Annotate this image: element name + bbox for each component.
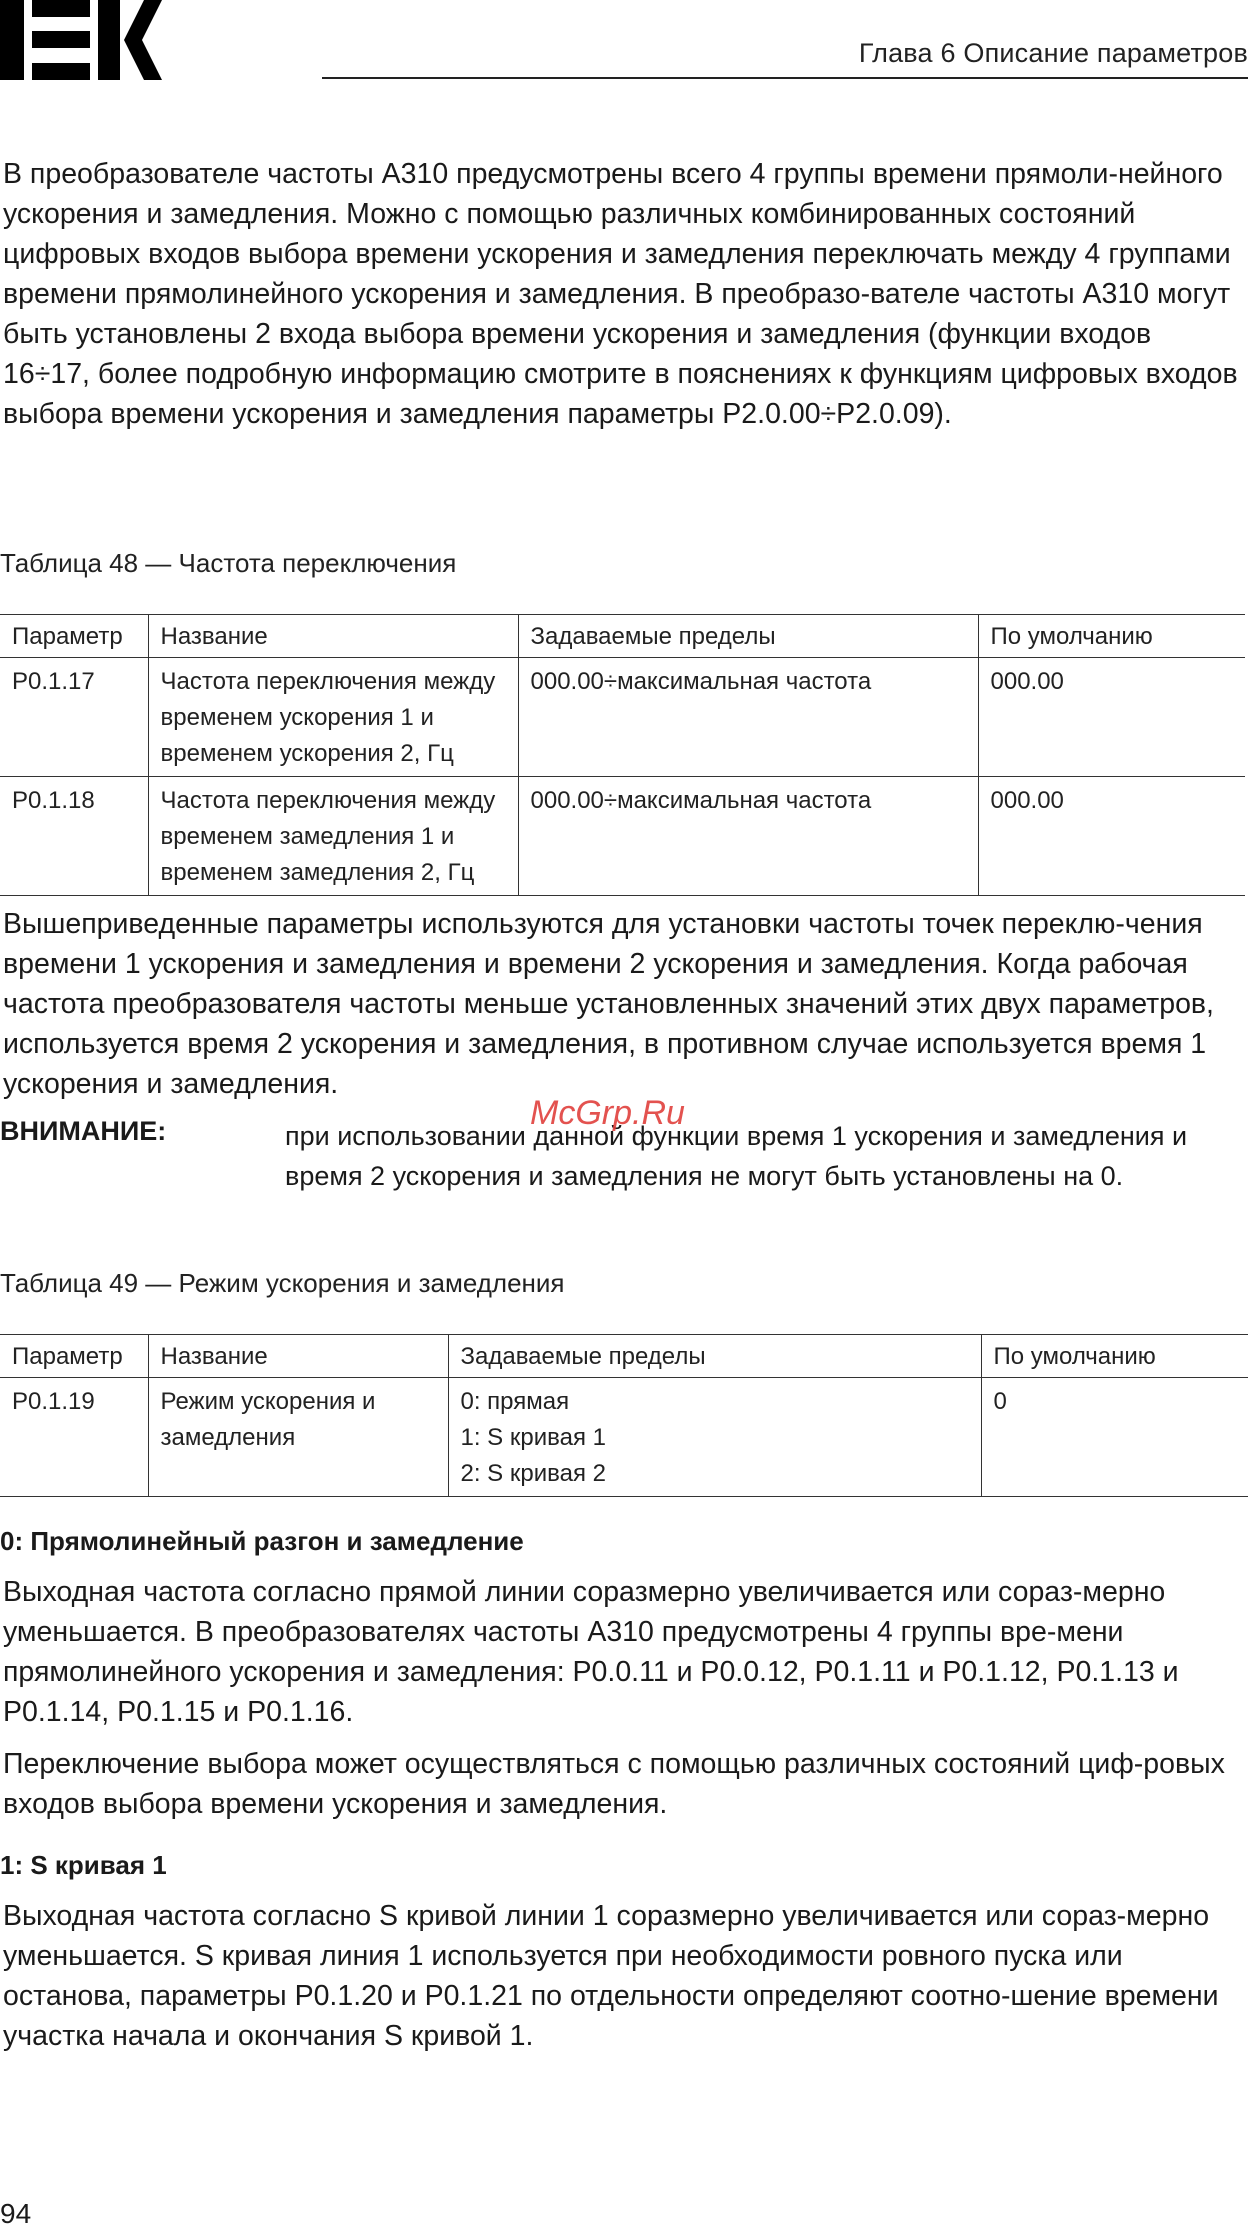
table48-header-name: Название [148, 615, 518, 658]
table49-header-name: Название [148, 1335, 448, 1378]
table48-header-row [0, 615, 1245, 658]
note-text: при использовании данной функции время 1 ускорения и замедления и время 2 ускорения и замедления не могут быть установлены на 0. [285, 1121, 1188, 1191]
table49-header-param: Параметр [0, 1335, 148, 1378]
table-cell: P0.1.19 [0, 1378, 148, 1497]
table-cell: 0: прямая 1: S кривая 1 2: S кривая 2 [448, 1378, 981, 1497]
table48-header-default: По умолчанию [978, 615, 1245, 658]
note-label: ВНИМАНИЕ: [0, 1116, 167, 1146]
table-cell: 000.00 [978, 658, 1245, 777]
page-number: 94 [0, 2198, 32, 2229]
section1-heading: 1: S кривая 1 [0, 1850, 167, 1880]
table-cell: 000.00÷максимальная частота [518, 658, 978, 777]
table-cell: 000.00 [978, 777, 1245, 896]
table49 [0, 1334, 1248, 1497]
table-cell: Частота переключения между временем замедления 1 и временем замедления 2, Гц [148, 777, 518, 896]
table-cell: Частота переключения между временем ускорения 1 и временем ускорения 2, Гц [148, 658, 518, 777]
table48 [0, 614, 1245, 896]
table-cell: P0.1.18 [0, 777, 148, 896]
table48-header-param: Параметр [0, 615, 148, 658]
iek-logo [0, 0, 162, 80]
chapter-title: Глава 6 Описание параметров [858, 38, 1248, 68]
table-row [0, 777, 1245, 896]
table48-header-range: Задаваемые пределы [518, 615, 978, 658]
section1-paragraph-1: Выходная частота согласно S кривой линии 1 соразмерно увеличивается или сораз-мерно уменьшается. S кривая линия 1 используется при необходимости ровного пуска или останова, параметры P0.1.20 и P0.1.21 по отдельности определяют соотно-шение времени участка начала и окончания S кривой 1. [3, 1900, 1219, 2052]
intro-paragraph: В преобразователе частоты А310 предусмотрены всего 4 группы времени прямоли-нейного ускорения и замедления. Можно с помощью различных комбинированных состояний цифровых входов выбора времени ускорения и замедления переключать между 4 группами времени прямолинейного ускорения и замедления. В преобразо-вателе частоты А310 могут быть установлены 2 входа выбора времени ускорения и замедления (функции входов 16÷17, более подробную информацию смотрите в пояснениях к функциям цифровых входов выбора времени ускорения и замедления параметры P2.0.00÷P2.0.09). [3, 158, 1238, 430]
table48-explanation: Вышеприведенные параметры используются для установки частоты точек переклю-чения времени 1 ускорения и замедления и времени 2 ускорения и замедления. Когда рабочая частота преобразователя частоты меньше установленных значений этих двух параметров, используется время 2 ускорения и замедления, в противном случае используется время 1 ускорения и замедления. [3, 908, 1214, 1100]
section0-paragraph-1: Выходная частота согласно прямой линии соразмерно увеличивается или сораз-мерно уменьшается. В преобразователях частоты А310 предусмотрены 4 группы вре-мени прямолинейного ускорения и замедления: P0.0.11 и P0.0.12, P0.1.11 и P0.1.12, P0.1.13 и P0.1.14, P0.1.15 и P0.1.16. [3, 1576, 1179, 1728]
table-cell: 000.00÷максимальная частота [518, 777, 978, 896]
table-row [0, 658, 1245, 777]
table49-caption: Таблица 49 — Режим ускорения и замедления [0, 1268, 565, 1298]
section0-paragraph-2: Переключение выбора может осуществляться с помощью различных состояний циф-ровых входов выбора времени ускорения и замедления. [3, 1748, 1225, 1820]
table-row [0, 1378, 1248, 1497]
table49-header-range: Задаваемые пределы [448, 1335, 981, 1378]
watermark: McGrp.Ru [530, 1094, 685, 1132]
table-cell: Режим ускорения и замедления [148, 1378, 448, 1497]
table49-header-row [0, 1335, 1248, 1378]
table48-caption: Таблица 48 — Частота переключения [0, 548, 457, 578]
table-cell: 0 [981, 1378, 1248, 1497]
table49-header-default: По умолчанию [981, 1335, 1248, 1378]
section0-heading: 0: Прямолинейный разгон и замедление [0, 1526, 524, 1556]
table-cell: P0.1.17 [0, 658, 148, 777]
header-divider [322, 77, 1248, 79]
